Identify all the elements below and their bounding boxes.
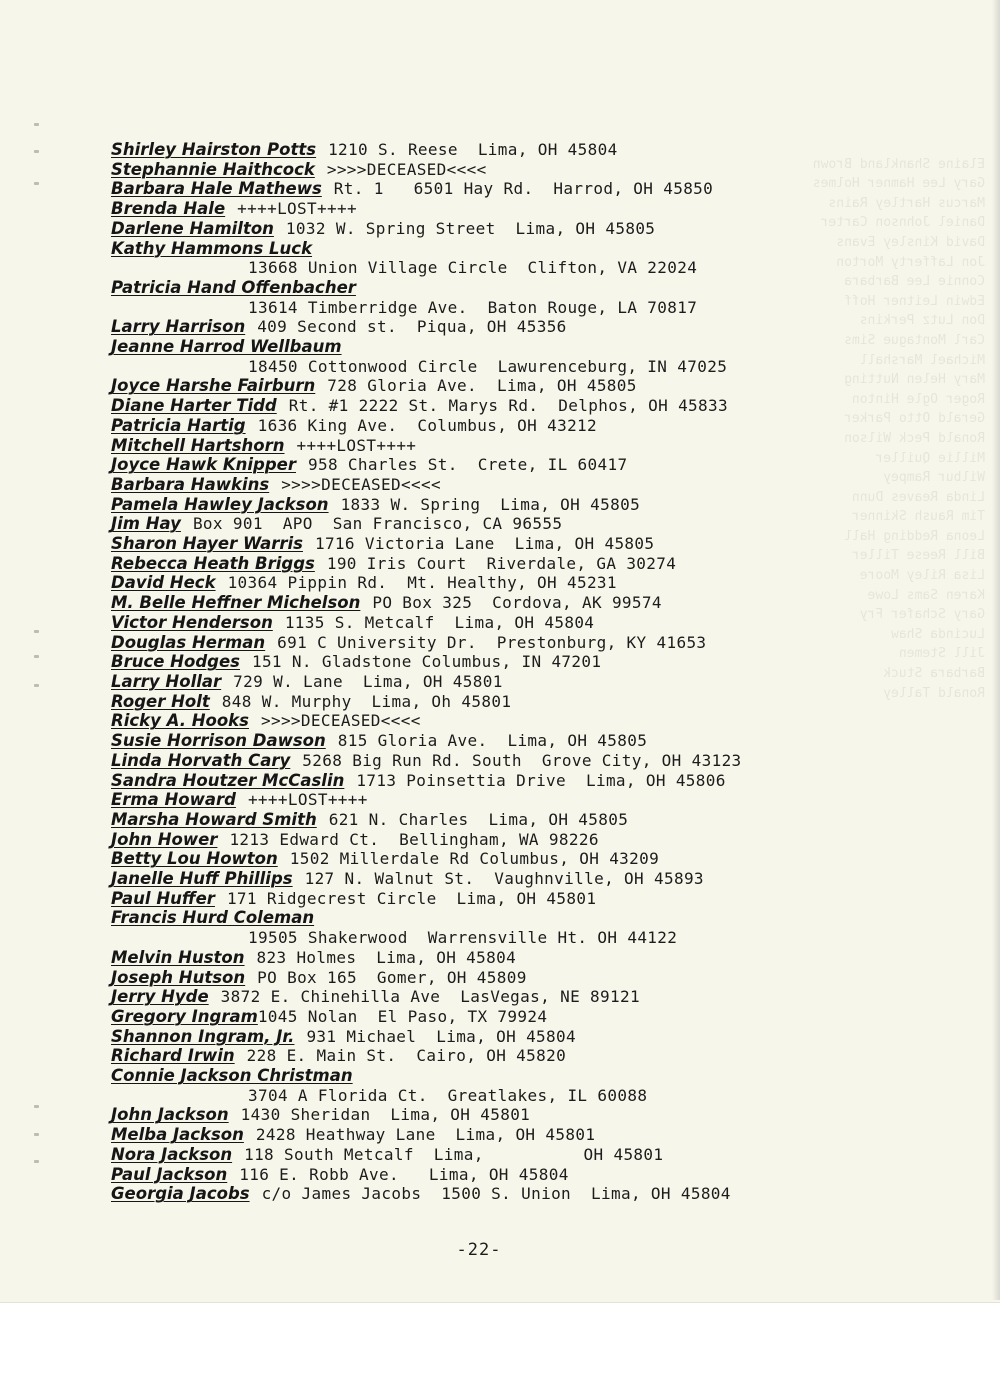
classmate-name: Melvin Huston [111, 947, 245, 967]
directory-entry [111, 633, 991, 653]
classmate-address: PO Box 165 Gomer, OH 45809 [257, 967, 527, 987]
directory-entry [111, 869, 991, 889]
directory-entry [111, 731, 991, 751]
classmate-address: ++++LOST++++ [237, 199, 357, 219]
classmate-name: Patricia Hartig [111, 415, 246, 435]
directory-entry [111, 1086, 991, 1106]
classmate-address: 1502 Millerdale Rd Columbus, OH 43209 [289, 849, 660, 869]
classmate-address: ++++LOST++++ [296, 435, 417, 455]
directory-entry [111, 573, 991, 593]
classmate-address: >>>>DECEASED<<<< [260, 711, 421, 731]
scan-mark [34, 684, 39, 687]
classmate-address: 1716 Victoria Lane Lima, OH 45805 [314, 534, 655, 554]
classmate-address: 823 Holmes Lima, OH 45804 [256, 947, 517, 967]
classmate-address: >>>>DECEASED<<<< [281, 474, 441, 494]
classmate-name: Shirley Hairston Potts [111, 140, 317, 159]
classmate-name: Francis Hurd Coleman [111, 908, 315, 928]
directory-entry [111, 554, 991, 574]
classmate-address: 931 Michael Lima, OH 45804 [306, 1026, 576, 1046]
directory-entry [111, 593, 991, 613]
classmate-address: 3704 A Florida Ct. Greatlakes, IL 60088 [248, 1085, 648, 1105]
directory-entry [111, 239, 991, 259]
classmate-name: Barbara Hale Mathews [111, 179, 322, 199]
classmate-name: Larry Harrison [111, 317, 246, 337]
directory-entry [111, 1105, 991, 1125]
scan-mark [34, 630, 39, 633]
classmate-address: 118 South Metcalf Lima, OH 45801 [244, 1144, 664, 1164]
classmate-address: 10364 Pippin Rd. Mt. Healthy, OH 45231 [227, 573, 617, 593]
directory-entry [111, 968, 991, 988]
classmate-address: 1636 King Ave. Columbus, OH 43212 [257, 415, 598, 435]
classmate-name: Paul Huffer [111, 888, 215, 908]
classmate-name: Roger Holt [111, 691, 210, 711]
classmate-address: Rt. 1 6501 Hay Rd. Harrod, OH 45850 [333, 179, 714, 199]
classmate-address: Box 901 APO San Francisco, CA 96555 [192, 514, 563, 534]
classmate-address: 127 N. Walnut St. Vaughnville, OH 45893 [304, 869, 704, 889]
bleed-through-texture: Elaine Shankland Brown Gary Lee Hamner Holmes Marcus Hartley Rains Daniel Johnson Carter David Kinsley Evans Jon Lafferty Morton Connie Lee Barbara Edwin Leitner Hoff Don Lutz Perkins Carl Montague Sims Michael Marshall Mary Helen Nutting Roger Ogle Hinton Gerald Otto Parker Ronald Peck Wilson Millie Quiller Wilbur Rampey Linda Reaves Dunn Tim Raush Skinner Leona Redding Hall Bill Reese Tiller Lisa Riley Moore Karen Sams Lowe Gary Schafer Fry Lucinda Shaw Jill Stemen Barbara Stuck Ronald Talley [812, 156, 985, 701]
classmate-address: 190 Iris Court Riverdale, GA 30274 [326, 553, 677, 573]
classmate-name: Mitchell Hartshorn [111, 435, 285, 455]
classmate-address: 728 Gloria Ave. Lima, OH 45805 [327, 376, 637, 396]
directory-entry [111, 337, 991, 357]
classmate-address: 13668 Union Village Circle Clifton, VA 22024 [248, 258, 698, 278]
classmate-name: Linda Horvath Cary [111, 750, 291, 770]
directory-entry [111, 199, 991, 219]
directory-entry [111, 1125, 991, 1145]
scan-mark [34, 1133, 39, 1136]
classmate-name: Georgia Jacobs [111, 1184, 250, 1204]
classmate-name: Paul Jackson [111, 1164, 228, 1184]
classmate-address: 1833 W. Spring Lima, OH 45805 [340, 494, 641, 514]
scan-bottom-margin [0, 1302, 1000, 1376]
classmate-address: 729 W. Lane Lima, OH 45801 [233, 671, 503, 691]
directory-entry [111, 396, 991, 416]
classmate-address: 1135 S. Metcalf Lima, OH 45804 [284, 612, 595, 632]
classmate-address: 1210 S. Reese Lima, OH 45804 [328, 140, 618, 159]
classmate-name: Sandra Houtzer McCaslin [111, 770, 345, 790]
directory-entry [111, 258, 991, 278]
directory-entry [111, 849, 991, 869]
classmate-name: Sharon Hayer Warris [111, 534, 303, 554]
directory-entry [111, 475, 991, 495]
directory-entry [111, 751, 991, 771]
classmate-name: Susie Horrison Dawson [111, 731, 326, 751]
directory-entry [111, 495, 991, 515]
classmate-address: 1713 Poinsettia Drive Lima, OH 45806 [356, 770, 726, 790]
classmate-address: 958 Charles St. Crete, IL 60417 [308, 455, 628, 475]
classmate-name: Diane Harter Tidd [111, 396, 277, 416]
classmate-name: Kathy Hammons Luck [111, 238, 313, 258]
classmate-name: Barbara Hawkins [111, 474, 270, 494]
directory-entry [111, 908, 991, 928]
directory-entry [111, 357, 991, 377]
directory-entry [111, 1184, 991, 1204]
scan-mark [34, 150, 39, 153]
classmate-address: 116 E. Robb Ave. Lima, OH 45804 [239, 1164, 569, 1184]
classmate-address: 151 N. Gladstone Columbus, IN 47201 [251, 652, 602, 672]
classmate-name: Nora Jackson [111, 1144, 233, 1164]
classmate-address: 3872 E. Chinehilla Ave LasVegas, NE 89121 [220, 987, 640, 1007]
scan-mark [34, 655, 39, 658]
directory-entry [111, 1027, 991, 1047]
directory-entry [111, 928, 991, 948]
classmate-name: Marsha Howard Smith [111, 809, 317, 829]
classmate-name: Larry Hollar [111, 671, 222, 691]
scan-mark [34, 182, 39, 185]
classmate-address: c/o James Jacobs 1500 S. Union Lima, OH 45804 [261, 1184, 731, 1204]
classmate-name: Victor Henderson [111, 612, 273, 632]
classmate-address: 19505 Shakerwood Warrensville Ht. OH 44122 [248, 928, 678, 948]
classmate-name: Joseph Hutson [111, 967, 246, 987]
classmate-address: 691 C University Dr. Prestonburg, KY 41653 [277, 632, 707, 652]
classmate-address: 409 Second st. Piqua, OH 45356 [257, 317, 567, 337]
directory-entry [111, 1007, 991, 1027]
classmate-name: Joyce Hawk Knipper [111, 455, 296, 475]
directory-entry [111, 436, 991, 456]
classmate-name: Stephannie Haithcock [111, 159, 315, 179]
classmate-name: John Jackson [111, 1105, 229, 1125]
directory-entry [111, 140, 991, 160]
directory-entry [111, 455, 991, 475]
classmate-address: 1430 Sheridan Lima, OH 45801 [240, 1105, 531, 1125]
directory-entry [111, 692, 991, 712]
classmate-address: 2428 Heathway Lane Lima, OH 45801 [255, 1125, 596, 1145]
page-number: -22- [456, 1240, 502, 1260]
classmate-name: Jeanne Harrod Wellbaum [111, 337, 342, 357]
scan-mark [34, 1160, 39, 1163]
directory-entry [111, 1066, 991, 1086]
directory-entry [111, 830, 991, 850]
classmate-address: 171 Ridgecrest Circle Lima, OH 45801 [226, 888, 597, 908]
classmate-name: Patricia Hand Offenbacher [111, 277, 356, 297]
directory-entry [111, 1165, 991, 1185]
classmate-name: Pamela Hawley Jackson [111, 494, 329, 514]
directory-entry [111, 711, 991, 731]
classmate-name: Joyce Harshe Fairburn [111, 376, 316, 396]
classmate-address: Rt. #1 2222 St. Marys Rd. Delphos, OH 45833 [288, 396, 728, 416]
directory-entry [111, 278, 991, 298]
directory-entry [111, 652, 991, 672]
directory-entry [111, 613, 991, 633]
classmate-name: Erma Howard [111, 790, 236, 810]
classmate-name: Betty Lou Howton [111, 849, 278, 869]
classmate-name: Melba Jackson [111, 1125, 244, 1145]
classmate-name: M. Belle Heffner Michelson [111, 593, 361, 613]
classmate-name: Jim Hay [111, 514, 181, 534]
classmate-address: 228 E. Main St. Cairo, OH 45820 [246, 1046, 567, 1066]
directory-entry [111, 376, 991, 396]
directory-entry [111, 948, 991, 968]
classmate-name: Ricky A. Hooks [111, 711, 249, 731]
classmate-name: Rebecca Heath Briggs [111, 553, 315, 573]
classmate-name: Douglas Herman [111, 632, 266, 652]
classmate-address: 18450 Cottonwood Circle Lawurenceburg, IN 47025 [248, 356, 728, 376]
classmate-name: Shannon Ingram, Jr. [111, 1026, 295, 1046]
scan-mark [34, 1105, 39, 1108]
directory-entry [111, 534, 991, 554]
directory-entry [111, 1046, 991, 1066]
directory-entry [111, 514, 991, 534]
page-edge-shadow [992, 0, 1000, 1300]
directory-entry [111, 771, 991, 791]
classmate-address: 815 Gloria Ave. Lima, OH 45805 [337, 731, 648, 751]
scan-mark [34, 123, 39, 126]
classmate-address: 5268 Big Run Rd. South Grove City, OH 43123 [302, 750, 742, 770]
directory-entry [111, 179, 991, 199]
directory-entry [111, 889, 991, 909]
directory-entry [111, 810, 991, 830]
classmate-address: 848 W. Murphy Lima, Oh 45801 [221, 691, 512, 711]
classmate-name: Jerry Hyde [111, 987, 209, 1007]
classmate-address: >>>>DECEASED<<<< [326, 159, 487, 179]
classmate-address: PO Box 325 Cordova, AK 99574 [372, 593, 662, 613]
directory-entry [111, 160, 991, 180]
classmate-name: Connie Jackson Christman [111, 1066, 353, 1086]
directory-entry [111, 790, 991, 810]
classmate-name: Bruce Hodges [111, 652, 240, 672]
classmate-name: Darlene Hamilton [111, 218, 274, 238]
classmate-name: John Hower [111, 829, 218, 849]
classmate-name: Gregory Ingram [111, 1006, 258, 1026]
directory-entry [111, 987, 991, 1007]
classmate-name: Brenda Hale [111, 199, 226, 219]
directory-entry [111, 1145, 991, 1165]
classmate-address: 621 N. Charles Lima, OH 45805 [328, 809, 629, 829]
classmate-name: Richard Irwin [111, 1046, 235, 1066]
classmate-address: 1045 Nolan El Paso, TX 79924 [257, 1006, 548, 1026]
directory-entry [111, 317, 991, 337]
classmate-address: ++++LOST++++ [247, 790, 368, 810]
directory-entry [111, 219, 991, 239]
directory-entry [111, 298, 991, 318]
directory-entry [111, 672, 991, 692]
alumni-directory-list [111, 140, 991, 1204]
classmate-address: 1032 W. Spring Street Lima, OH 45805 [285, 218, 656, 238]
classmate-address: 1213 Edward Ct. Bellingham, WA 98226 [229, 829, 599, 849]
classmate-name: David Heck [111, 573, 216, 593]
directory-entry [111, 416, 991, 436]
classmate-name: Janelle Huff Phillips [111, 869, 293, 889]
classmate-address: 13614 Timberridge Ave. Baton Rouge, LA 70817 [248, 297, 698, 317]
